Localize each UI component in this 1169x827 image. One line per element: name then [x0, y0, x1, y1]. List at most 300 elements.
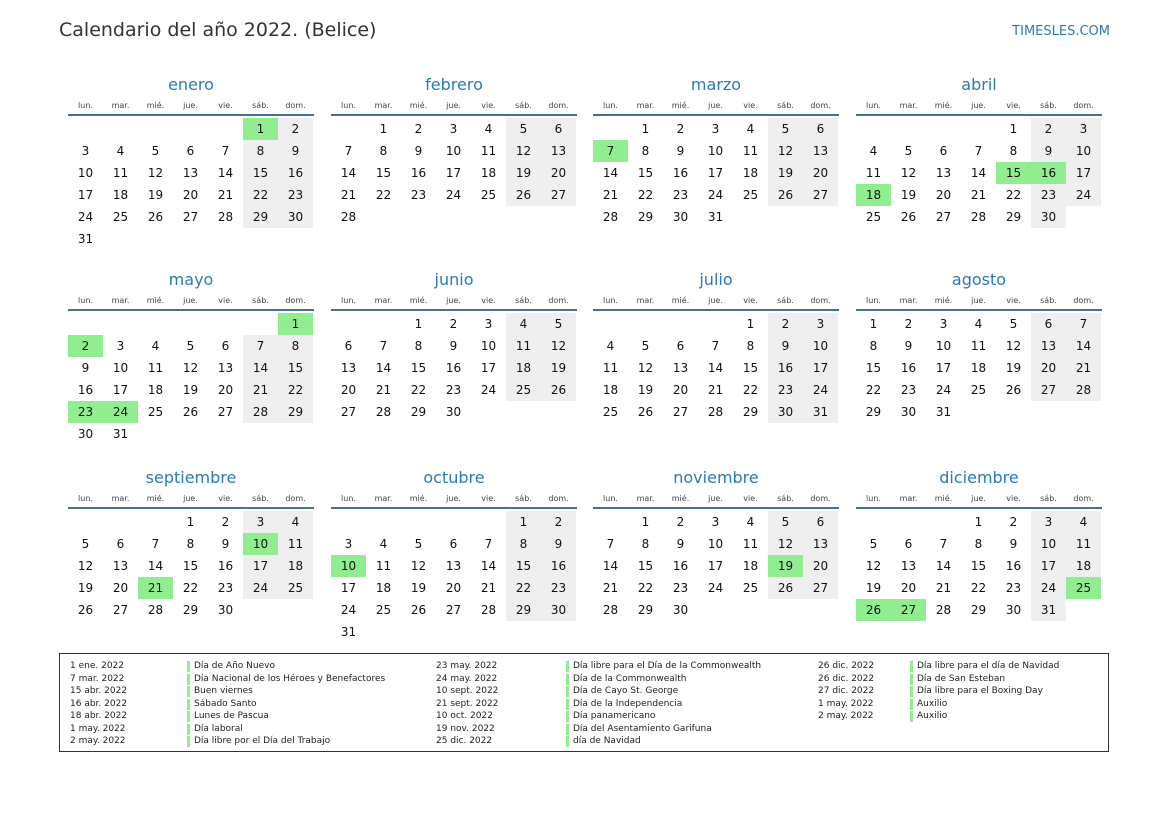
- weekday-label: lun.: [603, 295, 618, 305]
- day-cell: 10: [803, 335, 838, 357]
- empty-cell: [68, 118, 103, 140]
- day-cell: 16: [217, 559, 234, 573]
- day-grid: [593, 313, 839, 423]
- empty-cell: [961, 118, 996, 140]
- day-cell: 2: [278, 118, 313, 140]
- day-cell: 8: [641, 144, 650, 158]
- day-cell: 23: [445, 383, 462, 397]
- day-cell: 18: [506, 357, 541, 379]
- day-cell: 26: [768, 184, 803, 206]
- day-cell: 6: [186, 144, 195, 158]
- day-cell: 28: [707, 405, 724, 419]
- day-cell: 16: [410, 166, 427, 180]
- day-cell: 16: [541, 555, 576, 577]
- day-cell: 29: [243, 206, 278, 228]
- weekday-label: sáb.: [1040, 100, 1057, 110]
- day-cell: 11: [506, 335, 541, 357]
- holiday-day-cell: 1: [278, 313, 313, 335]
- day-cell: 13: [672, 361, 689, 375]
- holiday-day-cell: 25: [1066, 577, 1101, 599]
- empty-cell: [698, 313, 733, 335]
- holiday-name: Día de la Commonwealth: [566, 674, 686, 685]
- weekday-label: jue.: [183, 100, 198, 110]
- day-cell: 29: [970, 603, 987, 617]
- day-cell: 29: [506, 599, 541, 621]
- weekday-header: [856, 489, 1102, 509]
- day-cell: 9: [414, 144, 423, 158]
- weekday-label: mar.: [111, 100, 130, 110]
- day-cell: 30: [672, 603, 689, 617]
- weekday-header: [856, 96, 1102, 116]
- day-cell: 6: [449, 537, 458, 551]
- weekday-label: jue.: [708, 493, 723, 503]
- empty-cell: [138, 313, 173, 335]
- day-cell: 3: [1066, 118, 1101, 140]
- day-cell: 4: [151, 339, 160, 353]
- day-cell: 23: [768, 379, 803, 401]
- day-cell: 3: [711, 515, 720, 529]
- day-cell: 29: [1005, 210, 1022, 224]
- day-cell: 26: [541, 379, 576, 401]
- day-cell: 17: [243, 555, 278, 577]
- weekday-label: lun.: [341, 100, 356, 110]
- day-cell: 17: [445, 166, 462, 180]
- month-enero: [68, 74, 314, 250]
- weekday-label: sáb.: [515, 493, 532, 503]
- day-cell: 30: [77, 427, 94, 441]
- day-cell: 26: [900, 210, 917, 224]
- holiday-date: 1 ene. 2022: [70, 661, 124, 671]
- day-cell: 8: [379, 144, 388, 158]
- day-cell: 18: [742, 559, 759, 573]
- weekday-header: [68, 489, 314, 509]
- day-cell: 21: [970, 188, 987, 202]
- day-cell: 1: [746, 317, 755, 331]
- day-cell: 17: [77, 188, 94, 202]
- holiday-list: [59, 653, 1109, 752]
- day-grid: [856, 511, 1102, 621]
- day-cell: 21: [340, 188, 357, 202]
- day-cell: 18: [1066, 555, 1101, 577]
- day-cell: 26: [77, 603, 94, 617]
- day-cell: 18: [278, 555, 313, 577]
- day-cell: 10: [707, 144, 724, 158]
- day-cell: 15: [865, 361, 882, 375]
- weekday-label: lun.: [341, 295, 356, 305]
- site-link[interactable]: TIMESLES.COM: [1012, 24, 1110, 39]
- holiday-day-cell: 10: [331, 555, 366, 577]
- month-name: enero: [168, 75, 214, 94]
- day-cell: 7: [939, 537, 948, 551]
- weekday-label: dom.: [548, 295, 569, 305]
- day-cell: 15: [410, 361, 427, 375]
- day-cell: 19: [541, 357, 576, 379]
- day-cell: 20: [340, 383, 357, 397]
- day-cell: 14: [480, 559, 497, 573]
- day-cell: 15: [375, 166, 392, 180]
- day-cell: 2: [676, 515, 685, 529]
- month-name: abril: [961, 75, 997, 94]
- day-cell: 5: [768, 118, 803, 140]
- day-cell: 27: [112, 603, 129, 617]
- holiday-name: día de Navidad: [566, 736, 641, 747]
- weekday-label: sáb.: [515, 295, 532, 305]
- day-cell: 2: [1009, 515, 1018, 529]
- weekday-label: mar.: [899, 493, 918, 503]
- empty-cell: [173, 313, 208, 335]
- weekday-label: lun.: [341, 493, 356, 503]
- day-cell: 21: [217, 188, 234, 202]
- day-cell: 23: [410, 188, 427, 202]
- day-cell: 23: [900, 383, 917, 397]
- holiday-name: Día de la Independencia: [566, 699, 682, 710]
- empty-cell: [173, 118, 208, 140]
- day-cell: 8: [869, 339, 878, 353]
- day-cell: 18: [480, 166, 497, 180]
- holiday-day-cell: 16: [1031, 162, 1066, 184]
- day-cell: 12: [1005, 339, 1022, 353]
- day-cell: 31: [935, 405, 952, 419]
- day-cell: 14: [243, 357, 278, 379]
- holiday-day-cell: 24: [103, 401, 138, 423]
- day-cell: 23: [217, 581, 234, 595]
- weekday-label: lun.: [603, 100, 618, 110]
- weekday-label: mié.: [934, 493, 953, 503]
- weekday-label: lun.: [866, 493, 881, 503]
- weekday-label: vie.: [1006, 295, 1021, 305]
- day-cell: 22: [375, 188, 392, 202]
- day-cell: 20: [935, 188, 952, 202]
- holiday-name: Lunes de Pascua: [187, 711, 269, 722]
- day-cell: 27: [340, 405, 357, 419]
- day-cell: 22: [637, 581, 654, 595]
- holiday-day-cell: 1: [243, 118, 278, 140]
- day-cell: 25: [506, 379, 541, 401]
- day-cell: 12: [410, 559, 427, 573]
- holiday-date: 18 abr. 2022: [70, 711, 128, 721]
- day-cell: 20: [445, 581, 462, 595]
- empty-cell: [103, 511, 138, 533]
- day-cell: 4: [506, 313, 541, 335]
- empty-cell: [628, 313, 663, 335]
- day-cell: 29: [410, 405, 427, 419]
- day-cell: 2: [676, 122, 685, 136]
- day-cell: 11: [602, 361, 619, 375]
- day-cell: 14: [970, 166, 987, 180]
- day-cell: 11: [742, 537, 759, 551]
- weekday-label: lun.: [603, 493, 618, 503]
- day-cell: 18: [602, 383, 619, 397]
- day-cell: 9: [81, 361, 90, 375]
- holiday-day-cell: 21: [138, 577, 173, 599]
- day-cell: 19: [768, 162, 803, 184]
- day-cell: 1: [641, 122, 650, 136]
- holiday-date: 26 dic. 2022: [818, 673, 875, 684]
- day-cell: 15: [506, 555, 541, 577]
- month-name: agosto: [951, 270, 1007, 289]
- day-cell: 15: [182, 559, 199, 573]
- holiday-date: 2 may. 2022: [70, 736, 126, 746]
- weekday-header: [68, 96, 314, 116]
- day-cell: 9: [541, 533, 576, 555]
- day-cell: 28: [1066, 379, 1101, 401]
- day-cell: 25: [602, 405, 619, 419]
- day-cell: 11: [147, 361, 164, 375]
- day-cell: 24: [935, 383, 952, 397]
- month-octubre: [331, 467, 577, 643]
- holiday-name: Auxilio: [910, 711, 947, 722]
- day-cell: 27: [182, 210, 199, 224]
- holiday-name: Día del Asentamiento Garifuna: [566, 724, 712, 735]
- weekday-label: mar.: [374, 295, 393, 305]
- day-cell: 14: [375, 361, 392, 375]
- weekday-label: mié.: [671, 493, 690, 503]
- day-cell: 4: [1066, 511, 1101, 533]
- day-cell: 4: [379, 537, 388, 551]
- day-cell: 28: [970, 210, 987, 224]
- day-cell: 28: [602, 603, 619, 617]
- day-cell: 7: [379, 339, 388, 353]
- weekday-label: mié.: [146, 493, 165, 503]
- day-cell: 30: [1005, 603, 1022, 617]
- holiday-date: 1 may. 2022: [70, 723, 126, 734]
- month-name: febrero: [425, 75, 483, 94]
- day-cell: 15: [637, 166, 654, 180]
- day-cell: 16: [768, 357, 803, 379]
- day-cell: 25: [278, 577, 313, 599]
- day-cell: 5: [904, 144, 913, 158]
- day-cell: 13: [541, 140, 576, 162]
- empty-cell: [331, 313, 366, 335]
- day-cell: 5: [541, 313, 576, 335]
- day-cell: 28: [935, 603, 952, 617]
- day-cell: 20: [803, 162, 838, 184]
- day-cell: 1: [1009, 122, 1018, 136]
- weekday-label: lun.: [78, 295, 93, 305]
- day-cell: 19: [147, 188, 164, 202]
- day-cell: 11: [278, 533, 313, 555]
- day-cell: 20: [182, 188, 199, 202]
- day-cell: 6: [676, 339, 685, 353]
- day-cell: 2: [541, 511, 576, 533]
- day-cell: 6: [803, 511, 838, 533]
- day-cell: 5: [768, 511, 803, 533]
- day-cell: 15: [970, 559, 987, 573]
- day-cell: 25: [375, 603, 392, 617]
- weekday-label: mar.: [374, 493, 393, 503]
- day-cell: 3: [243, 511, 278, 533]
- weekday-label: dom.: [1073, 100, 1094, 110]
- weekday-label: sáb.: [777, 100, 794, 110]
- day-cell: 16: [445, 361, 462, 375]
- day-cell: 14: [602, 559, 619, 573]
- day-cell: 12: [637, 361, 654, 375]
- day-cell: 24: [77, 210, 94, 224]
- month-name: septiembre: [145, 468, 237, 487]
- holiday-name: Día panamericano: [566, 711, 655, 722]
- day-cell: 1: [414, 317, 423, 331]
- month-septiembre: [68, 467, 314, 621]
- holiday-day-cell: 19: [768, 555, 803, 577]
- weekday-label: mar.: [899, 100, 918, 110]
- day-cell: 21: [935, 581, 952, 595]
- day-cell: 14: [217, 166, 234, 180]
- day-cell: 20: [112, 581, 129, 595]
- weekday-label: mar.: [636, 493, 655, 503]
- day-cell: 3: [116, 339, 125, 353]
- day-cell: 19: [1005, 361, 1022, 375]
- weekday-header: [331, 489, 577, 509]
- day-cell: 7: [484, 537, 493, 551]
- day-cell: 25: [970, 383, 987, 397]
- day-cell: 6: [221, 339, 230, 353]
- day-cell: 25: [742, 188, 759, 202]
- day-cell: 13: [340, 361, 357, 375]
- day-cell: 29: [637, 603, 654, 617]
- day-cell: 12: [147, 166, 164, 180]
- day-cell: 15: [278, 357, 313, 379]
- weekday-header: [593, 291, 839, 311]
- day-cell: 17: [935, 361, 952, 375]
- day-cell: 1: [869, 317, 878, 331]
- month-mayo: [68, 269, 314, 445]
- day-cell: 8: [746, 339, 755, 353]
- empty-cell: [856, 118, 891, 140]
- empty-cell: [471, 511, 506, 533]
- month-agosto: [856, 269, 1102, 423]
- day-cell: 10: [1066, 140, 1101, 162]
- weekday-label: sáb.: [1040, 493, 1057, 503]
- weekday-label: jue.: [708, 100, 723, 110]
- month-name: noviembre: [673, 468, 759, 487]
- day-cell: 4: [746, 515, 755, 529]
- day-cell: 17: [1031, 555, 1066, 577]
- day-cell: 19: [637, 383, 654, 397]
- day-cell: 12: [768, 533, 803, 555]
- weekday-label: mié.: [934, 295, 953, 305]
- day-cell: 1: [379, 122, 388, 136]
- day-cell: 22: [243, 184, 278, 206]
- holiday-name: Auxilio: [910, 699, 947, 710]
- holiday-date: 2 may. 2022: [818, 711, 874, 721]
- weekday-label: mar.: [636, 100, 655, 110]
- day-cell: 2: [904, 317, 913, 331]
- day-cell: 9: [278, 140, 313, 162]
- day-cell: 3: [711, 122, 720, 136]
- empty-cell: [366, 511, 401, 533]
- empty-cell: [593, 313, 628, 335]
- day-cell: 5: [641, 339, 650, 353]
- day-cell: 13: [803, 140, 838, 162]
- day-cell: 18: [375, 581, 392, 595]
- day-cell: 12: [506, 140, 541, 162]
- month-julio: [593, 269, 839, 423]
- day-cell: 28: [602, 210, 619, 224]
- day-cell: 23: [1031, 184, 1066, 206]
- weekday-label: sáb.: [252, 295, 269, 305]
- day-cell: 26: [1005, 383, 1022, 397]
- weekday-label: vie.: [481, 493, 496, 503]
- day-cell: 26: [506, 184, 541, 206]
- day-cell: 24: [707, 581, 724, 595]
- day-cell: 26: [637, 405, 654, 419]
- day-grid: [856, 313, 1102, 423]
- day-cell: 13: [935, 166, 952, 180]
- day-cell: 6: [904, 537, 913, 551]
- day-cell: 20: [672, 383, 689, 397]
- day-cell: 29: [278, 401, 313, 423]
- day-cell: 18: [147, 383, 164, 397]
- day-cell: 10: [112, 361, 129, 375]
- weekday-label: dom.: [1073, 295, 1094, 305]
- day-cell: 11: [742, 144, 759, 158]
- day-cell: 3: [81, 144, 90, 158]
- day-cell: 28: [375, 405, 392, 419]
- day-cell: 17: [480, 361, 497, 375]
- day-cell: 18: [970, 361, 987, 375]
- day-cell: 29: [865, 405, 882, 419]
- day-cell: 19: [77, 581, 94, 595]
- day-cell: 31: [77, 232, 94, 246]
- holiday-day-cell: 27: [891, 599, 926, 621]
- day-grid: [331, 118, 577, 228]
- day-cell: 26: [768, 577, 803, 599]
- month-marzo: [593, 74, 839, 228]
- day-cell: 27: [217, 405, 234, 419]
- empty-cell: [593, 118, 628, 140]
- day-cell: 13: [900, 559, 917, 573]
- holiday-date: 15 abr. 2022: [70, 686, 128, 696]
- holiday-name: Día libre para el Día de la Commonwealth: [566, 661, 761, 672]
- weekday-label: vie.: [218, 493, 233, 503]
- day-cell: 15: [637, 559, 654, 573]
- weekday-label: mié.: [409, 493, 428, 503]
- day-cell: 28: [340, 210, 357, 224]
- holiday-name: Día Nacional de los Héroes y Benefactores: [187, 674, 385, 685]
- weekday-label: dom.: [285, 295, 306, 305]
- day-cell: 1: [641, 515, 650, 529]
- day-cell: 27: [541, 184, 576, 206]
- empty-cell: [401, 511, 436, 533]
- weekday-label: dom.: [285, 100, 306, 110]
- weekday-label: jue.: [446, 493, 461, 503]
- day-cell: 16: [900, 361, 917, 375]
- holiday-name: Día libre por el Día del Trabajo: [187, 736, 330, 747]
- day-cell: 26: [410, 603, 427, 617]
- day-cell: 2: [1031, 118, 1066, 140]
- holiday-date: 25 dic. 2022: [436, 736, 493, 746]
- day-cell: 4: [974, 317, 983, 331]
- day-cell: 20: [541, 162, 576, 184]
- day-cell: 5: [414, 537, 423, 551]
- weekday-label: sáb.: [1040, 295, 1057, 305]
- empty-cell: [208, 118, 243, 140]
- day-cell: 26: [147, 210, 164, 224]
- day-cell: 27: [803, 184, 838, 206]
- day-cell: 16: [1005, 559, 1022, 573]
- day-cell: 21: [602, 581, 619, 595]
- weekday-label: lun.: [78, 100, 93, 110]
- weekday-label: dom.: [810, 295, 831, 305]
- holiday-day-cell: 10: [243, 533, 278, 555]
- day-cell: 7: [711, 339, 720, 353]
- day-cell: 7: [974, 144, 983, 158]
- day-cell: 19: [900, 188, 917, 202]
- day-cell: 3: [1031, 511, 1066, 533]
- day-cell: 20: [217, 383, 234, 397]
- day-cell: 18: [742, 166, 759, 180]
- day-cell: 30: [768, 401, 803, 423]
